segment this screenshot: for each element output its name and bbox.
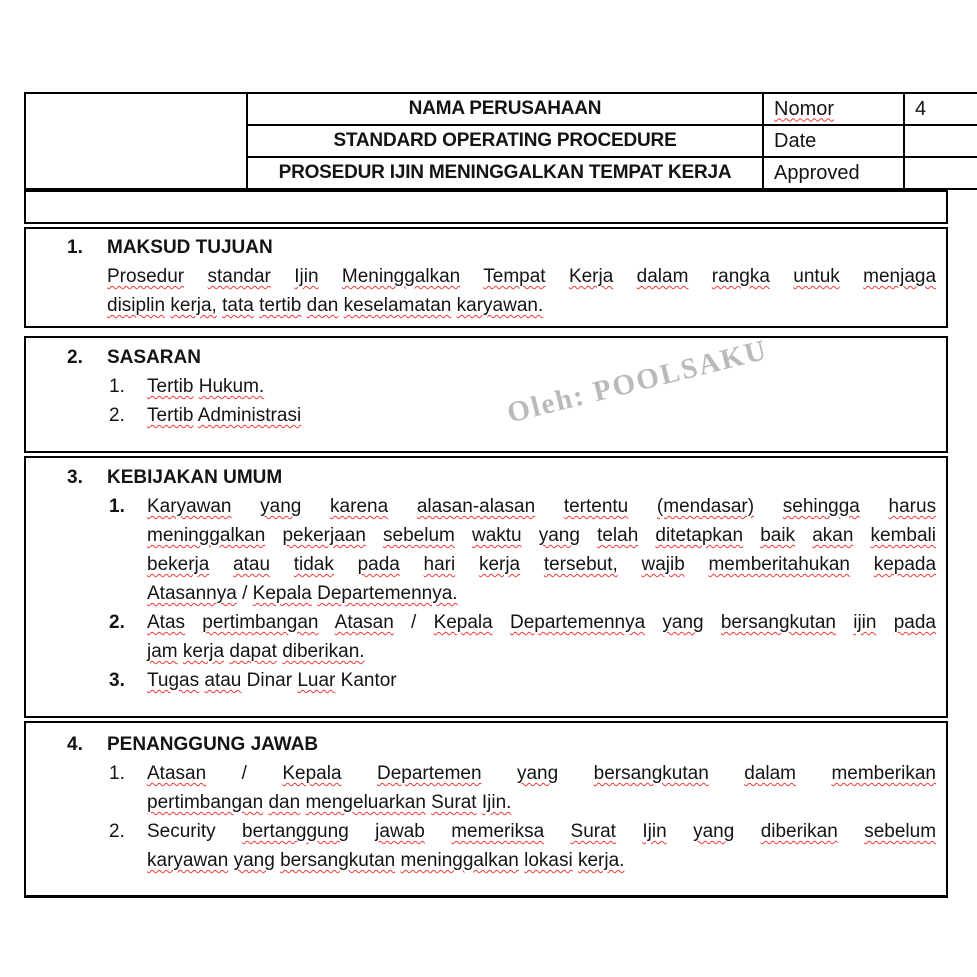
company-name-cell: NAMA PERUSAHAAN [247,93,763,125]
section-title: KEBIJAKAN UMUM [107,467,283,488]
meta-label-date: Date [763,125,904,157]
section-sasaran [24,333,948,453]
document-body [24,92,948,898]
section-number: 2. [67,347,83,368]
section-heading [26,233,946,262]
list-item-number: 2. [109,821,125,842]
list-item [109,817,936,875]
section-maksud-tujuan [24,227,948,328]
list-item [109,666,936,695]
list-item-number: 3. [109,670,125,691]
list-item [109,372,936,401]
nomor-label: Nomor [774,97,835,120]
list-item-text: Tugas atau Dinar Luar Kantor [147,670,397,691]
section-penanggung-jawab [24,721,948,898]
section-heading [26,463,946,492]
list-item-text: Security bertanggung jawab memeriksa Surat Ijin yang diberikan sebelum karyawan yang bersangkutan meninggalkan lokasi kerja. [147,821,937,871]
section-number: 4. [67,734,83,755]
procedure-title-cell: PROSEDUR IJIN MENINGGALKAN TEMPAT KERJA [247,157,763,189]
meta-value-approved [904,157,977,189]
list-item-number: 2. [109,612,125,633]
meta-value-date [904,125,977,157]
meta-value-nomor: 4 [904,93,977,125]
list-item-text: Karyawan yang karena alasan-alasan tertentu (mendasar) sehingga harus meninggalkan pekerjaan sebelum waktu yang telah ditetapkan baik akan kembali bekerja atau tidak pada hari kerja tersebut, wajib memberitahukan kepada Atasannya / Kepala Departemennya. [147,496,937,604]
list-item-text: Atas pertimbangan Atasan / Kepala Departemennya yang bersangkutan ijin pada jam kerja dapat diberikan. [147,612,936,662]
list-item-number: 1. [109,763,125,784]
meta-label-approved: Approved [763,157,904,189]
section-number: 3. [67,467,83,488]
doc-type-cell: STANDARD OPERATING PROCEDURE [247,125,763,157]
list-item-text: Tertib Hukum. [147,376,265,397]
list-item [109,608,936,666]
section-number: 1. [67,237,83,258]
section-heading [26,730,946,759]
header-row-company [25,93,977,125]
header-table [24,92,977,190]
list-item [109,401,936,430]
logo-cell [25,93,247,189]
section-paragraph: Prosedur standar Ijin Meninggalkan Tempat Kerja dalam rangka untuk menjaga disiplin kerja, tata tertib dan keselamatan karyawan. [107,266,937,316]
list-item-text: Tertib Administrasi [147,405,302,426]
section-kebijakan-umum [24,456,948,718]
section-title: PENANGGUNG JAWAB [107,734,319,755]
meta-label-nomor [763,93,904,125]
list-item [109,492,936,608]
list-item-number: 1. [109,376,125,397]
section-heading [26,343,946,372]
poolsaku-watermark: Oleh: POOLSAKU [504,333,772,430]
list-item [109,759,936,817]
list-item-number: 1. [109,496,125,517]
list-item-number: 2. [109,405,125,426]
list-item-text: Atasan / Kepala Departemen yang bersangkutan dalam memberikan pertimbangan dan mengeluarkan Surat Ijin. [147,763,936,813]
section-title: SASARAN [107,347,201,368]
empty-spacer-row [24,190,948,224]
section-title: MAKSUD TUJUAN [107,237,273,258]
